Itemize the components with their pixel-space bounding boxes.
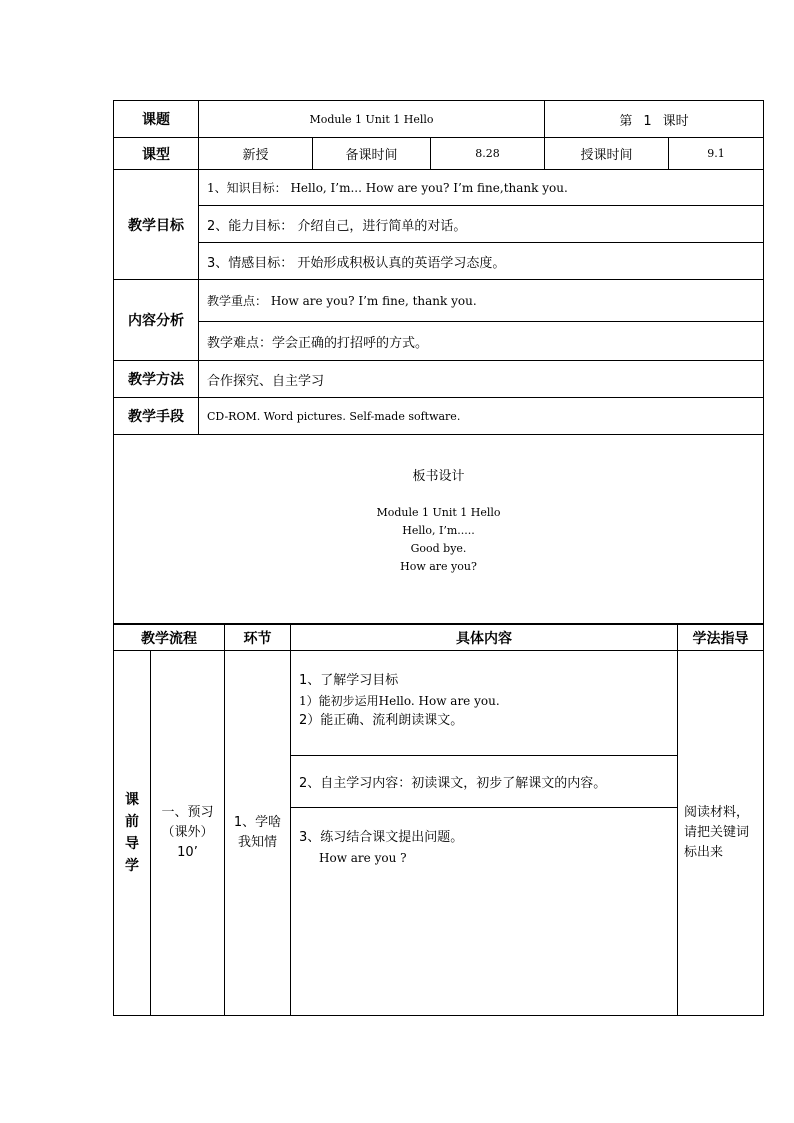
method-row xyxy=(114,361,764,398)
board-line: How are you? xyxy=(400,560,477,573)
topic-row xyxy=(114,101,764,138)
guide-cell xyxy=(678,651,764,1016)
stage-char: 导 xyxy=(125,836,139,852)
teach-time-label: 授课时间 xyxy=(545,138,669,170)
objective-emotion: 3、情感目标： 开始形成积极认真的英语学习态度。 xyxy=(199,243,764,280)
step-3 xyxy=(291,808,678,1016)
step1-line1: 1）能初步运用Hello. How are you. xyxy=(299,694,500,708)
objective-row xyxy=(114,206,764,243)
board-line: Hello, I’m..... xyxy=(402,524,475,537)
stage-char: 课 xyxy=(125,792,139,808)
guide-line: 阅读材料， xyxy=(684,805,750,820)
prep-time-value: 8.28 xyxy=(431,138,545,170)
process-header-row xyxy=(114,625,764,651)
means-label: 教学手段 xyxy=(114,398,199,435)
topic-label: 课题 xyxy=(114,101,199,138)
step-2: 2、自主学习内容：初读课文，初步了解课文的内容。 xyxy=(291,756,678,808)
teach-time-value: 9.1 xyxy=(669,138,764,170)
content-header: 具体内容 xyxy=(291,625,678,651)
phase-cell xyxy=(151,651,225,1016)
period-prefix: 第 xyxy=(619,113,633,129)
difficulty: 教学难点：学会正确的打招呼的方式。 xyxy=(199,322,764,361)
stage-char: 前 xyxy=(125,814,139,830)
analysis-row xyxy=(114,322,764,361)
section-line: 1、学啥 xyxy=(233,815,282,830)
step1-line2: 2）能正确、流利朗读课文。 xyxy=(299,713,464,728)
type-row xyxy=(114,138,764,170)
stage-cell xyxy=(114,651,151,1016)
process-row xyxy=(114,651,764,756)
period-cell xyxy=(545,101,764,138)
type-label: 课型 xyxy=(114,138,199,170)
stage-char: 学 xyxy=(125,858,139,874)
analysis-label: 内容分析 xyxy=(114,280,199,361)
guide-line: 标出来 xyxy=(684,845,724,860)
step3-line1: How are you ? xyxy=(319,851,407,865)
board-row xyxy=(114,435,764,624)
lesson-info-table xyxy=(113,100,764,624)
period-number: 1 xyxy=(643,113,652,129)
step-1 xyxy=(291,651,678,756)
section-line: 我知情 xyxy=(237,835,277,850)
board-design xyxy=(114,435,764,624)
teaching-process-table xyxy=(113,624,764,1016)
board-line: Good bye. xyxy=(410,542,467,555)
step1-title: 1、了解学习目标 xyxy=(299,673,399,688)
objective-knowledge: 1、知识目标： Hello, I’m... How are you? I’m fine,thank you. xyxy=(199,170,764,206)
method-label: 教学方法 xyxy=(114,361,199,398)
objectives-label: 教学目标 xyxy=(114,170,199,280)
objective-row xyxy=(114,170,764,206)
objective-ability: 2、能力目标： 介绍自己，进行简单的对话。 xyxy=(199,206,764,243)
board-title: 板书设计 xyxy=(412,469,465,484)
step3-title: 3、练习结合课文提出问题。 xyxy=(299,830,464,845)
phase-line: 10’ xyxy=(177,845,198,860)
period-suffix: 课时 xyxy=(662,113,689,129)
means-value: CD-ROM. Word pictures. Self-made software. xyxy=(199,398,764,435)
flow-header: 教学流程 xyxy=(114,625,225,651)
guide-header: 学法指导 xyxy=(678,625,764,651)
method-value: 合作探究、自主学习 xyxy=(199,361,764,398)
section-cell xyxy=(225,651,291,1016)
analysis-row xyxy=(114,280,764,322)
type-value: 新授 xyxy=(199,138,313,170)
key-point: 教学重点： How are you? I’m fine, thank you. xyxy=(199,280,764,322)
board-line: Module 1 Unit 1 Hello xyxy=(376,506,501,519)
means-row xyxy=(114,398,764,435)
topic-value: Module 1 Unit 1 Hello xyxy=(199,101,545,138)
prep-time-label: 备课时间 xyxy=(313,138,431,170)
phase-line: 一、预习 xyxy=(161,805,214,820)
guide-line: 请把关键词 xyxy=(684,825,750,840)
objective-row xyxy=(114,243,764,280)
section-header: 环节 xyxy=(225,625,291,651)
phase-line: （课外） xyxy=(161,825,214,840)
